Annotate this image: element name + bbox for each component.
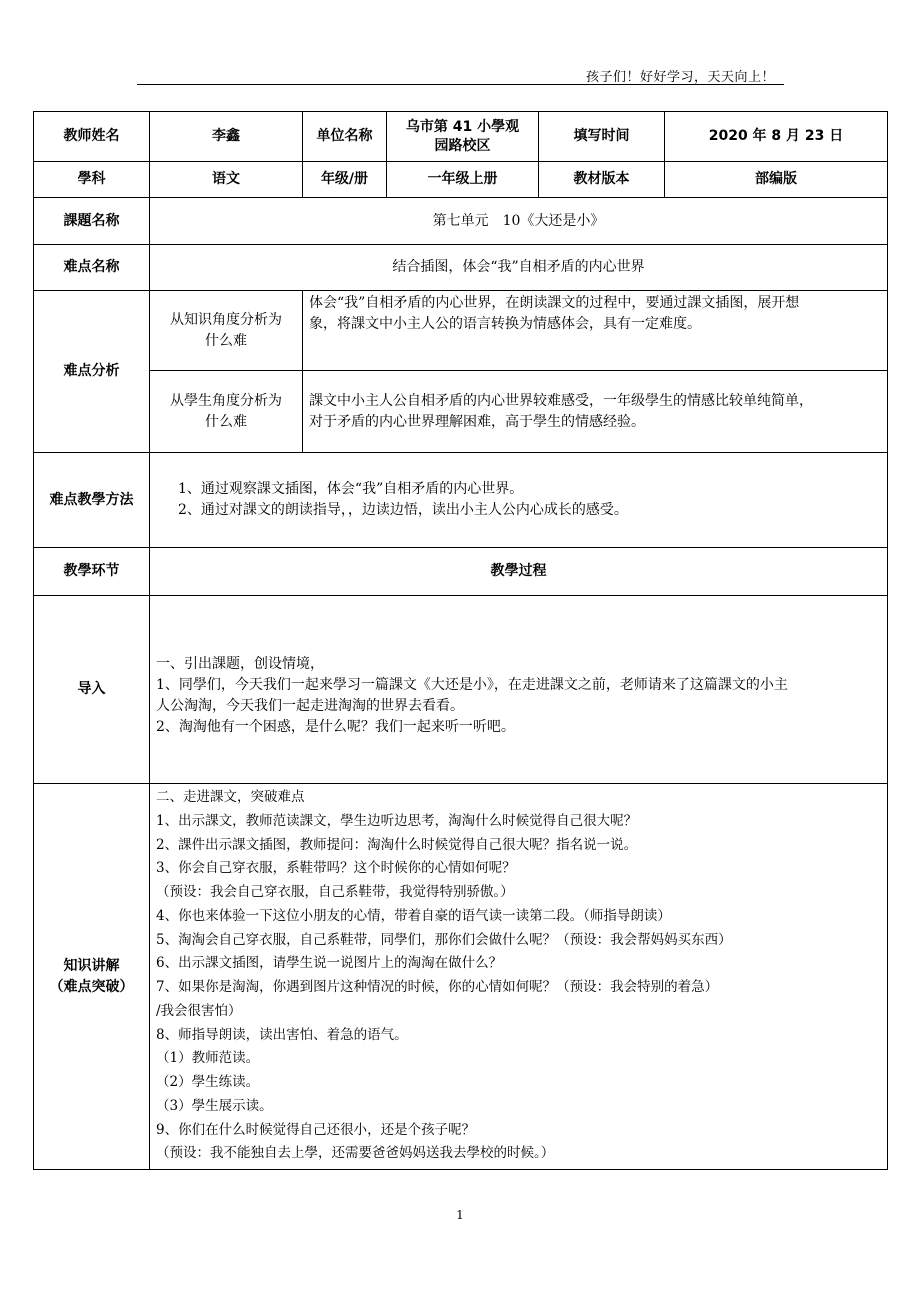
knowledge-line: 8、师指导朗读，读出害怕、着急的语气。	[156, 1026, 408, 1043]
knowledge-line: 4、你也来体验一下这位小朋友的心情，带着自豪的语气读一读第二段。（师指导朗读）	[156, 907, 671, 924]
student-angle-line: 課文中小主人公自相矛盾的内心世界较难感受，一年级學生的情感比较单纯简单，	[309, 392, 813, 409]
time-value: 2020 年 8 月 23 日	[665, 112, 888, 162]
unit-value	[387, 112, 539, 162]
edition-value: 部编版	[665, 162, 888, 198]
student-angle-text	[303, 371, 888, 453]
knowledge-analysis-row	[34, 291, 888, 371]
student-angle-label-line2: 什么难	[205, 413, 247, 430]
process-header-row	[34, 548, 888, 596]
knowledge-line: 1、出示課文，教师范读課文，學生边听边思考，淘淘什么时候觉得自己很大呢？	[156, 812, 638, 829]
knowledge-line: 5、淘淘会自己穿衣服，自己系鞋带，同學们，那你们会做什么呢？（预设：我会帮妈妈买东西）	[156, 931, 732, 948]
method-row	[34, 453, 888, 548]
difficulty-label: 难点名称	[34, 245, 150, 291]
knowledge-label-line1: 知识讲解	[63, 957, 120, 974]
method-label: 难点教學方法	[34, 453, 150, 548]
knowledge-line: /我会很害怕）	[156, 1002, 242, 1019]
lesson-plan-table	[33, 111, 888, 1170]
subject-value: 语文	[150, 162, 303, 198]
student-analysis-row	[34, 371, 888, 453]
knowledge-line: （2）學生练读。	[156, 1074, 260, 1090]
topic-row	[34, 198, 888, 245]
page-number: 1	[456, 1208, 464, 1222]
grade-label: 年级/册	[303, 162, 387, 198]
knowledge-line: 2、課件出示課文插图，教师提问：淘淘什么时候觉得自己很大呢？指名说一说。	[156, 836, 638, 853]
knowledge-angle-label-line2: 什么难	[205, 332, 247, 349]
intro-text	[150, 596, 888, 784]
difficulty-value: 结合插图，体会“我”自相矛盾的内心世界	[150, 245, 888, 291]
teacher-info-row	[34, 112, 888, 162]
analysis-label: 难点分析	[34, 291, 150, 453]
unit-label: 单位名称	[303, 112, 387, 162]
topic-value: 第七单元 10《大还是小》	[150, 198, 888, 245]
process-label: 教學过程	[150, 548, 888, 596]
teacher-label: 教师姓名	[34, 112, 150, 162]
intro-line: 一、引出課题，创设情境，	[156, 655, 324, 672]
method-item: 1、通过观察課文插图，体会“我”自相矛盾的内心世界。	[178, 481, 524, 497]
student-angle-label	[150, 371, 303, 453]
knowledge-line: 9、你们在什么时候觉得自己还很小，还是个孩子呢？	[156, 1121, 476, 1138]
subject-row	[34, 162, 888, 198]
student-angle-line: 对于矛盾的内心世界理解困难，高于學生的情感经验。	[309, 413, 645, 430]
knowledge-angle-label	[150, 291, 303, 371]
knowledge-angle-text	[303, 291, 888, 371]
student-angle-label-line1: 从學生角度分析为	[170, 392, 282, 409]
difficulty-row	[34, 245, 888, 291]
knowledge-label	[34, 784, 150, 1170]
knowledge-line: 3、你会自己穿衣服，系鞋带吗？这个时候你的心情如何呢？	[156, 860, 516, 877]
subject-label: 學科	[34, 162, 150, 198]
knowledge-line: 二、走进課文，突破难点	[156, 789, 305, 805]
process-stage-label: 教學环节	[34, 548, 150, 596]
knowledge-angle-line: 象，将課文中小主人公的语言转换为情感体会，具有一定难度。	[309, 316, 701, 332]
knowledge-line: （预设：我会自己穿衣服，自己系鞋带，我觉得特别骄傲。）	[156, 884, 514, 900]
knowledge-row	[34, 784, 888, 1170]
edition-label: 教材版本	[539, 162, 665, 198]
knowledge-line: （预设：我不能独自去上學，还需要爸爸妈妈送我去學校的时候。）	[156, 1145, 555, 1162]
unit-value-line1: 乌市第 41 小學观	[405, 118, 520, 135]
knowledge-label-line2: （难点突破）	[49, 978, 134, 995]
method-item: 2、通过对課文的朗读指导，，边读边悟，读出小主人公内心成长的感受。	[178, 502, 628, 518]
unit-value-line2: 园路校区	[434, 137, 491, 154]
intro-line: 人公淘淘，今天我们一起走进淘淘的世界去看看。	[156, 697, 464, 714]
grade-value: 一年级上册	[387, 162, 539, 198]
intro-row	[34, 596, 888, 784]
intro-line: 2、淘淘他有一个困惑，是什么呢？我们一起来听一听吧。	[156, 718, 515, 735]
intro-line: 1、同學们，今天我们一起来學习一篇課文《大还是小》，在走进課文之前，老师请来了这篇課文的小主	[156, 676, 788, 693]
method-text	[150, 453, 888, 548]
knowledge-line: 6、出示課文插图，请學生说一说图片上的淘淘在做什么？	[156, 955, 503, 972]
header-slogan: 孩子们！好好学习，天天向上！	[585, 70, 775, 85]
teacher-value: 李鑫	[150, 112, 303, 162]
knowledge-line: （3）學生展示读。	[156, 1097, 273, 1114]
time-label: 填写时间	[539, 112, 665, 162]
header-divider	[137, 84, 784, 85]
knowledge-line: （1）教师范读。	[156, 1050, 260, 1067]
intro-label: 导入	[34, 596, 150, 784]
knowledge-angle-line: 体会“我”自相矛盾的内心世界，在朗读課文的过程中，要通过課文插图，展开想	[309, 295, 800, 311]
knowledge-text	[150, 784, 888, 1170]
topic-label: 課題名称	[34, 198, 150, 245]
knowledge-line: 7、如果你是淘淘，你遇到图片这种情况的时候，你的心情如何呢？（预设：我会特别的着急）	[156, 979, 719, 995]
knowledge-angle-label-line1: 从知识角度分析为	[170, 311, 282, 328]
